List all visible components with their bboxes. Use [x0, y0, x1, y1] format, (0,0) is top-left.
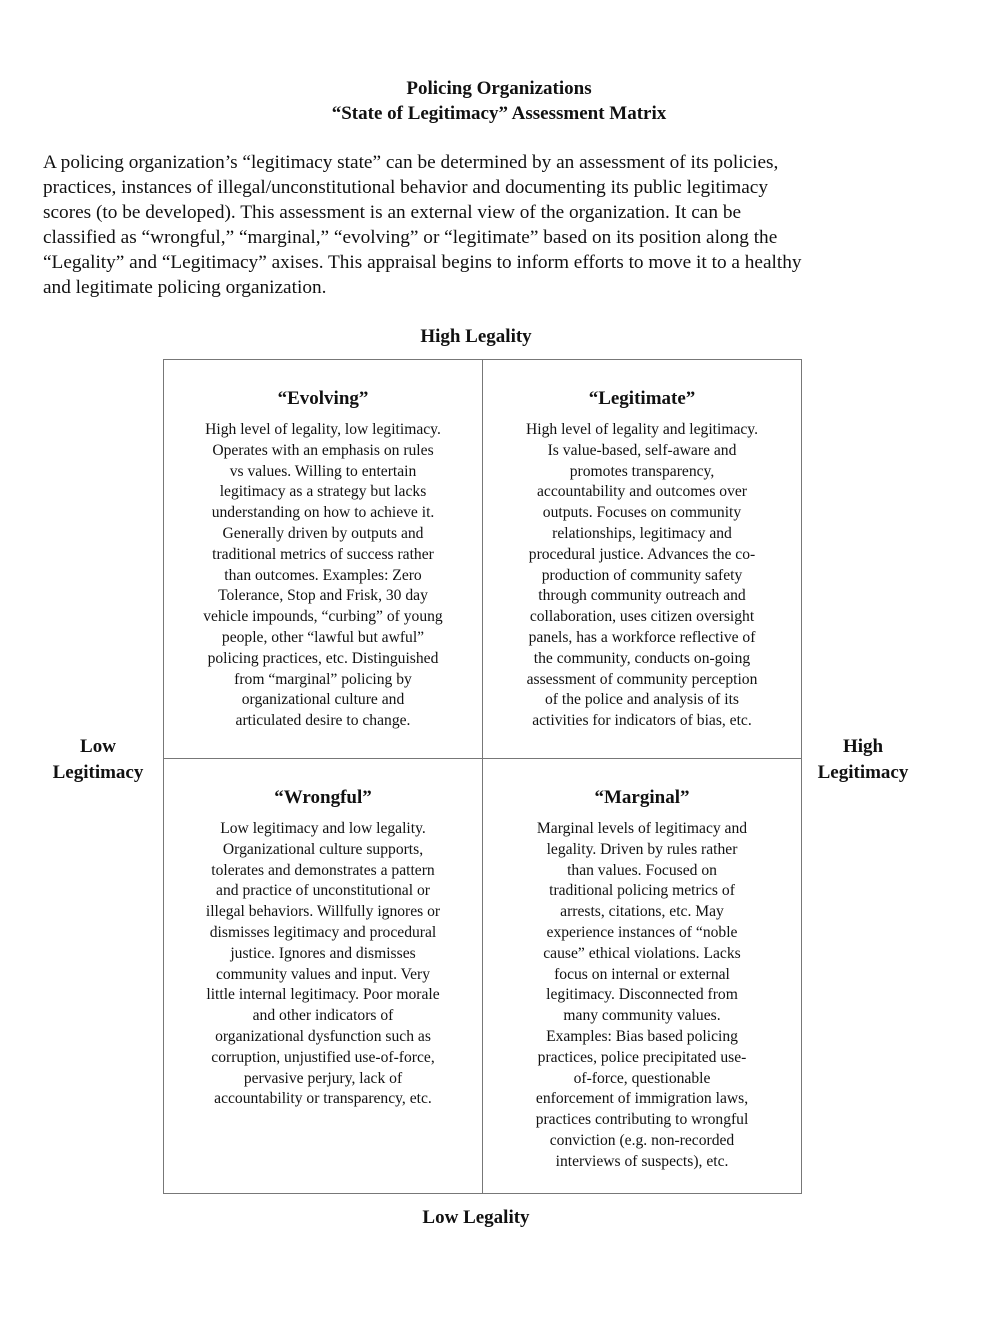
- description-line: legality. Driven by rules rather: [546, 840, 738, 858]
- description-line: procedural justice. Advances the co-: [528, 545, 756, 563]
- description-line: through community outreach and: [538, 587, 746, 605]
- description-line: Organizational culture supports,: [222, 840, 424, 858]
- axis-label-low-legality: Low Legality: [422, 1207, 530, 1228]
- description-line: people, other “lawful but awful”: [221, 628, 425, 646]
- description-line: focus on internal or external: [554, 965, 730, 983]
- description-line: promotes transparency,: [569, 462, 715, 480]
- description-line: the community, conducts on-going: [533, 649, 751, 667]
- description-line: enforcement of immigration laws,: [535, 1090, 749, 1108]
- description-line: Operates with an emphasis on rules: [212, 441, 434, 459]
- description-line: and practice of unconstitutional or: [216, 882, 430, 900]
- description-line: organizational dysfunction such as: [215, 1027, 431, 1045]
- description-line: Tolerance, Stop and Frisk, 30 day: [218, 587, 428, 605]
- description-line: than values. Focused on: [567, 861, 717, 879]
- description-line: vehicle impounds, “curbing” of young: [203, 608, 443, 626]
- title-line-1: Policing Organizations: [406, 78, 592, 99]
- intro-paragraph: [43, 150, 943, 300]
- description-line: than outcomes. Examples: Zero: [224, 566, 422, 584]
- description-line: policing practices, etc. Distinguished: [207, 649, 439, 667]
- description-line: and other indicators of: [252, 1007, 394, 1025]
- axis-label-high-legality: High Legality: [420, 326, 532, 347]
- description-line: vs values. Willing to entertain: [229, 462, 417, 480]
- description-line: panels, has a workforce reflective of: [528, 628, 756, 646]
- description-line: many community values.: [563, 1007, 721, 1025]
- quadrant-description: [483, 420, 801, 732]
- description-line: outputs. Focuses on community: [542, 504, 742, 522]
- description-line: articulated desire to change.: [235, 712, 411, 730]
- quadrant-title: “Evolving”: [277, 388, 369, 409]
- description-line: High level of legality and legitimacy.: [526, 421, 758, 438]
- description-line: traditional metrics of success rather: [212, 545, 434, 563]
- axis-label-line: High: [842, 736, 884, 757]
- intro-line: scores (to be developed). This assessment is an external view of the organization. It can be: [43, 202, 742, 223]
- description-line: Is value-based, self-aware and: [547, 441, 737, 459]
- description-line: pervasive perjury, lack of: [243, 1069, 403, 1087]
- divider-horizontal: [164, 758, 801, 759]
- quadrant-title: “Marginal”: [594, 787, 690, 808]
- intro-line: classified as “wrongful,” “marginal,” “evolving” or “legitimate” based on its position along the: [43, 227, 778, 248]
- description-line: relationships, legitimacy and: [552, 524, 732, 542]
- description-line: little internal legitimacy. Poor morale: [206, 986, 440, 1004]
- description-line: Examples: Bias based policing: [546, 1027, 738, 1045]
- description-line: of-force, questionable: [573, 1069, 711, 1087]
- description-line: understanding on how to achieve it.: [211, 504, 435, 522]
- quadrant-description: [483, 819, 801, 1173]
- description-line: justice. Ignores and dismisses: [230, 944, 416, 962]
- axis-label-line: Legitimacy: [52, 762, 144, 783]
- description-line: organizational culture and: [241, 691, 405, 709]
- description-line: High level of legality, low legitimacy.: [205, 421, 441, 438]
- description-line: Marginal levels of legitimacy and: [536, 820, 748, 837]
- description-line: arrests, citations, etc. May: [560, 903, 724, 921]
- quadrant-marginal: [483, 785, 801, 1173]
- description-line: legitimacy. Disconnected from: [546, 986, 738, 1004]
- quadrant-title: “Legitimate”: [588, 388, 696, 409]
- quadrant-legitimate: [483, 386, 801, 732]
- description-line: accountability or transparency, etc.: [214, 1090, 432, 1108]
- title-line-2: “State of Legitimacy” Assessment Matrix: [331, 103, 667, 124]
- axis-label-line: Legitimacy: [817, 762, 909, 783]
- description-line: Low legitimacy and low legality.: [220, 820, 426, 837]
- description-line: dismisses legitimacy and procedural: [209, 923, 437, 941]
- intro-line: “Legality” and “Legitimacy” axises. This appraisal begins to inform efforts to move it to a healthy: [43, 252, 802, 273]
- description-line: tolerates and demonstrates a pattern: [211, 861, 435, 879]
- axis-label-low-legitimacy: [28, 734, 168, 786]
- intro-line: A policing organization’s “legitimacy state” can be determined by an assessment of its policies,: [43, 152, 779, 173]
- quadrant-title: “Wrongful”: [274, 787, 372, 808]
- intro-line: and legitimate policing organization.: [43, 277, 327, 298]
- axis-label-high-legitimacy: [793, 734, 933, 786]
- legitimacy-matrix: [163, 359, 802, 1194]
- description-line: assessment of community perception: [526, 670, 758, 688]
- description-line: legitimacy as a strategy but lacks: [219, 483, 427, 501]
- description-line: production of community safety: [541, 566, 743, 584]
- description-line: corruption, unjustified use-of-force,: [211, 1048, 435, 1066]
- quadrant-description: [164, 819, 482, 1110]
- description-line: experience instances of “noble: [546, 923, 738, 941]
- quadrant-evolving: [164, 386, 482, 732]
- description-line: traditional policing metrics of: [549, 882, 735, 900]
- description-line: Generally driven by outputs and: [222, 524, 424, 542]
- description-line: interviews of suspects), etc.: [555, 1152, 729, 1170]
- axis-label-line: Low: [80, 736, 116, 757]
- description-line: from “marginal” policing by: [234, 670, 412, 688]
- description-line: of the police and analysis of its: [544, 691, 739, 709]
- description-line: cause” ethical violations. Lacks: [543, 944, 741, 962]
- description-line: collaboration, uses citizen oversight: [529, 608, 755, 626]
- description-line: activities for indicators of bias, etc.: [532, 712, 752, 730]
- description-line: illegal behaviors. Willfully ignores or: [205, 903, 441, 921]
- description-line: practices, police precipitated use-: [537, 1048, 747, 1066]
- intro-line: practices, instances of illegal/unconstitutional behavior and documenting its public legitimacy: [43, 177, 768, 198]
- description-line: conviction (e.g. non-recorded: [549, 1131, 735, 1149]
- description-line: community values and input. Very: [215, 965, 431, 983]
- description-line: accountability and outcomes over: [536, 483, 747, 501]
- quadrant-wrongful: [164, 785, 482, 1110]
- description-line: practices contributing to wrongful: [535, 1111, 749, 1129]
- quadrant-description: [164, 420, 482, 732]
